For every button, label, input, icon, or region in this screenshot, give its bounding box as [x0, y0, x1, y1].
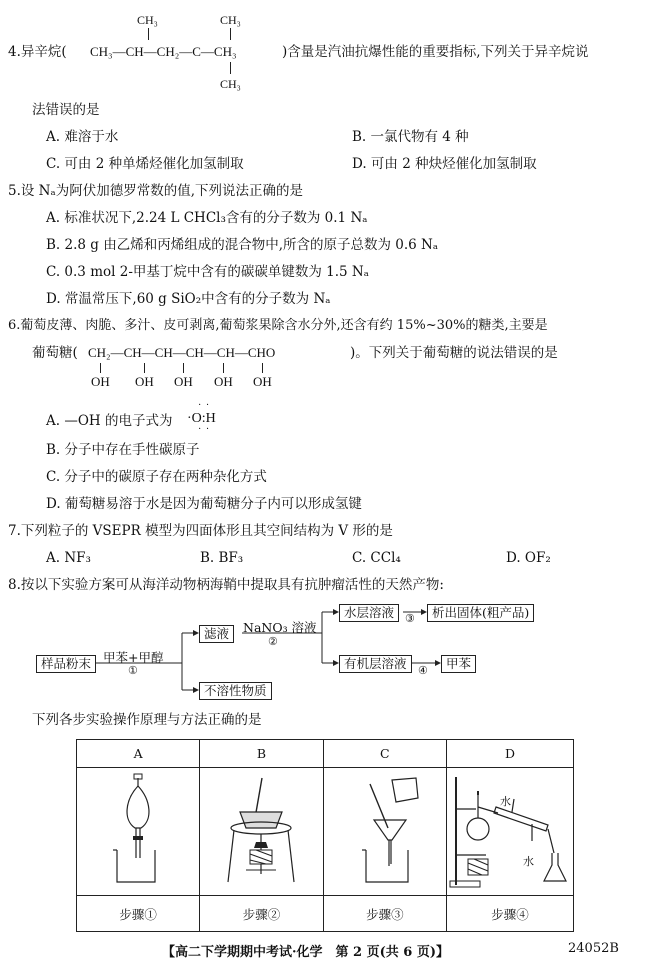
q5-option-d: D. 常温常压下,60 g SiO₂中含有的分子数为 Nₐ — [46, 291, 331, 307]
q6-option-b: B. 分子中存在手性碳原子 — [46, 442, 200, 458]
q4-ch3-top-right: CH₃ — [220, 13, 241, 27]
q4-option-a: A. 难溶于水 — [46, 129, 119, 145]
q8-question: 下列各步实验操作原理与方法正确的是 — [32, 712, 262, 728]
q5-option-a: A. 标准状况下,2.24 L CHCl₃含有的分子数为 0.1 Nₐ — [46, 210, 368, 226]
flow-reagent1: 甲苯+甲醇 — [103, 650, 164, 665]
flow-reagent2: NaNO₃ 溶液 — [243, 620, 317, 635]
q6-option-d: D. 葡萄糖易溶于水是因为葡萄糖分子内可以形成氢键 — [46, 496, 362, 512]
q6-electron-dots-top: · · — [198, 400, 211, 411]
q4-ch3-bottom: CH₃ — [220, 77, 241, 91]
flow-insoluble-box: 不溶性物质 — [199, 682, 272, 700]
q6-stem-line1: 6.葡萄皮薄、肉脆、多汁、皮可剥离,葡萄浆果除含水分外,还含有约 15%~30%的糖类,主要是 — [8, 318, 548, 333]
q6-electron-dots-bottom: · · — [198, 424, 211, 435]
water-label-in: 水 — [523, 855, 534, 868]
q6-electron-formula: ·O:H — [187, 411, 216, 426]
table-step-4: 步骤④ — [446, 896, 573, 932]
footer-title: 【高二下学期期中考试·化学 第 2 页(共 6 页)】 — [162, 945, 450, 960]
table-step-3: 步骤③ — [323, 896, 446, 932]
q5-stem: 5.设 Nₐ为阿伏加德罗常数的值,下列说法正确的是 — [8, 183, 303, 199]
apparatus-table — [76, 739, 574, 932]
q4-option-b: B. 一氯代物有 4 种 — [352, 129, 469, 145]
apparatus-c-filtration — [323, 768, 446, 896]
q8-stem: 8.按以下实验方案可从海洋动物柄海鞘中提取具有抗肿瘤活性的天然产物: — [8, 577, 444, 593]
q6-option-c: C. 分子中的碳原子存在两种杂化方式 — [46, 469, 267, 485]
table-step-1: 步骤① — [77, 896, 200, 932]
q6-oh-3: OH — [174, 374, 193, 389]
flow-step3: ③ — [405, 612, 415, 625]
flow-toluene-box: 甲苯 — [441, 655, 476, 673]
q4-stem-line2: 法错误的是 — [32, 102, 100, 118]
footer-code: 24052B — [568, 941, 619, 956]
q4-ch3-top-left: CH₃ — [137, 13, 158, 27]
apparatus-b-evaporating-dish — [200, 768, 323, 896]
table-header-b: B — [200, 740, 323, 768]
q7-stem: 7.下列粒子的 VSEPR 模型为四面体形且其空间结构为 V 形的是 — [8, 523, 393, 539]
q4-option-d: D. 可由 2 种炔烃催化加氢制取 — [352, 156, 537, 172]
flow-filtrate-box: 滤液 — [199, 625, 234, 643]
q6-oh-5: OH — [253, 374, 272, 389]
q6-stem-line2-prefix: 葡萄糖( — [32, 345, 78, 361]
q6-formula: CH₂—CH—CH—CH—CH—CHO — [88, 345, 276, 360]
flow-step4: ④ — [418, 664, 428, 677]
flow-aqueous-box: 水层溶液 — [339, 604, 399, 622]
table-header-d: D — [446, 740, 573, 768]
flow-step2: ② — [268, 635, 278, 648]
apparatus-d-distillation — [446, 768, 573, 896]
table-header-a: A — [77, 740, 200, 768]
table-header-c: C — [323, 740, 446, 768]
q4-stem-prefix: 4.异辛烷( — [8, 44, 67, 60]
q6-stem-line2-suffix: )。下列关于葡萄糖的说法错误的是 — [350, 345, 558, 361]
apparatus-a-separatory-funnel — [77, 768, 200, 896]
q4-option-c: C. 可由 2 种单烯烃催化加氢制取 — [46, 156, 244, 172]
flow-organic-box: 有机层溶液 — [339, 655, 412, 673]
q7-option-c: C. CCl₄ — [352, 550, 401, 566]
flow-step1: ① — [128, 664, 138, 677]
q4-formula: CH₃—CH—CH₂—C—CH₃ — [90, 44, 237, 59]
flow-solid-box: 析出固体(粗产品) — [427, 604, 534, 622]
q7-option-a: A. NF₃ — [46, 550, 91, 566]
flow-sample-box: 样品粉末 — [36, 655, 96, 673]
q4-stem-suffix: )含量是汽油抗爆性能的重要指标,下列关于异辛烷说 — [282, 44, 589, 60]
table-step-2: 步骤② — [200, 896, 323, 932]
q6-oh-4: OH — [214, 374, 233, 389]
q5-option-c: C. 0.3 mol 2-甲基丁烷中含有的碳碳单键数为 1.5 Nₐ — [46, 264, 369, 280]
q5-option-b: B. 2.8 g 由乙烯和丙烯组成的混合物中,所含的原子总数为 0.6 Nₐ — [46, 237, 439, 253]
q6-oh-1: OH — [91, 374, 110, 389]
water-label-out: 水 — [500, 795, 511, 808]
q7-option-b: B. BF₃ — [200, 550, 244, 566]
q6-option-a: A. —OH 的电子式为 — [46, 413, 173, 429]
q7-option-d: D. OF₂ — [506, 550, 551, 566]
q6-oh-2: OH — [135, 374, 154, 389]
